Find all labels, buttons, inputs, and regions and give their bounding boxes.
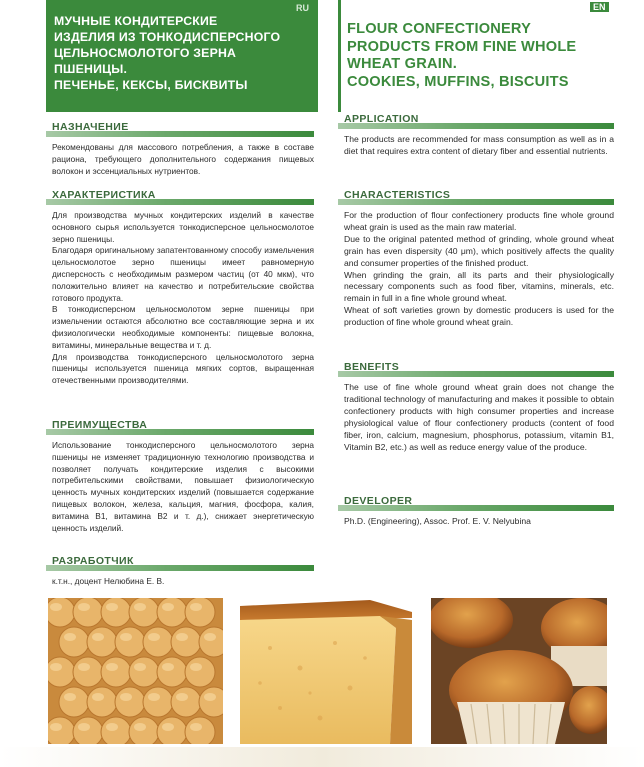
ru-title-line: ИЗДЕЛИЯ ИЗ ТОНКОДИСПЕРСНОГО [54,30,281,44]
en-section-developer [338,494,614,528]
en-title-line: PRODUCTS FROM FINE WHOLE [347,38,577,55]
ru-section-developer [46,554,314,588]
ru-section-characteristics [46,188,314,387]
en-section-benefits [338,360,614,453]
en-title-line: COOKIES, MUFFINS, BISCUITS [347,73,569,90]
section-heading: DEVELOPER [338,494,614,508]
section-body: к.т.н., доцент Нелюбина Е. В. [52,576,165,586]
ru-title-line: МУЧНЫЕ КОНДИТЕРСКИЕ [54,14,218,28]
en-title-line: WHEAT GRAIN. [347,56,457,72]
section-heading: BENEFITS [338,360,614,374]
ru-title-line: ПШЕНИЦЫ. [54,62,128,76]
section-body: Использование тонкодисперсного цельносмолотого зерна пшеницы не изменяет традиционную технологию производства и позволяет получать кондитерские изделия с высокими потребительскими свойствами, повышает физиологическую ценность мучных кондитерских изделий (повышается содержание пищевых волокон, железа, кальция, магния, фосфора, калия, витамина B1, витамина B2 и т. д.), снижает энергетическую ценность изделий. [52,440,314,533]
section-body: Для производства мучных кондитерских изделий в качестве основного сырья используется тонкодисперсное цельносмолотое зерно пшеницы. Благодаря оригинальному запатентованному способу измельчения цельносмолотое зерно пшеницы имеет равномерную дисперсность с необходимым размером частиц (от 40 мкм), что положительно влияет на качество и потребительские свойства готового продукта. В тонкодисперсном цельносмолотом зерне пшеницы при измельчении остаются абсолютно все составляющие зерна и их физиологически необходимые компоненты: пищевые волокна, витамины, минеральные вещества и т. д. Для производства тонкодисперсного цельносмолотого зерна пшеницы используется пшеница мягких сортов, выращенная отечественными производителями. [52,210,314,386]
section-heading: ХАРАКТЕРИСТИКА [46,188,314,202]
ru-title-line: ЦЕЛЬНОСМОЛОТОГО ЗЕРНА [54,46,237,60]
ru-section-purpose [46,120,314,177]
ru-language-label: RU [296,3,309,13]
section-heading: APPLICATION [338,112,614,126]
section-body: Ph.D. (Engineering), Assoc. Prof. E. V. Nelyubina [344,516,531,526]
section-heading: ПРЕИМУЩЕСТВА [46,418,314,432]
en-section-application [338,112,614,158]
section-heading: РАЗРАБОТЧИК [46,554,314,568]
section-body: The products are recommended for mass consumption as well as in a diet that requires extra content of dietary fiber and essential nutrients. [344,134,614,156]
en-section-characteristics [338,188,614,329]
sponge-cake-photo [240,598,412,744]
section-body: Рекомендованы для массового потребления, а также в составе рациона, требующего дополнительного содержания пищевых волокон и эссенциальных нутриентов. [52,142,314,176]
cookies-photo [48,598,223,744]
ru-title-line: ПЕЧЕНЬЕ, КЕКСЫ, БИСКВИТЫ [54,78,248,92]
section-heading: CHARACTERISTICS [338,188,614,202]
en-title-box [338,0,616,112]
ru-section-benefits [46,418,314,534]
en-language-label: EN [590,2,609,12]
section-body: For the production of flour confectionery products fine whole ground wheat grain is used as the main raw material. Due to the original patented method of grinding, whole ground wheat grain has even dispersity (40 μm), which positively affects the quality and consumer properties of the finished product. When grinding the grain, all its parts and their physiologically necessary components such as food fiber, vitamins, minerals, etc. remain in full in a fine whole ground wheat. Wheat of soft varieties grown by domestic producers is used for the production of fine whole ground wheat grain. [344,210,614,328]
ru-title-box [46,0,318,112]
en-title-line: FLOUR CONFECTIONERY [347,21,532,37]
section-heading: НАЗНАЧЕНИЕ [46,120,314,134]
decorative-bottom-strip [0,747,644,767]
section-body: The use of fine whole ground wheat grain does not change the traditional technology of manufacturing and makes it possible to obtain confectionery products with high consumer properties and increase physiological value of flour confectionery products (content of food fiber, iron, calcium, magnesium, phosphorus, potassium, vitamin B1, Vitamin B2, etc.) as well as reduce energy value of the produce. [344,382,614,452]
muffins-photo [431,598,607,744]
